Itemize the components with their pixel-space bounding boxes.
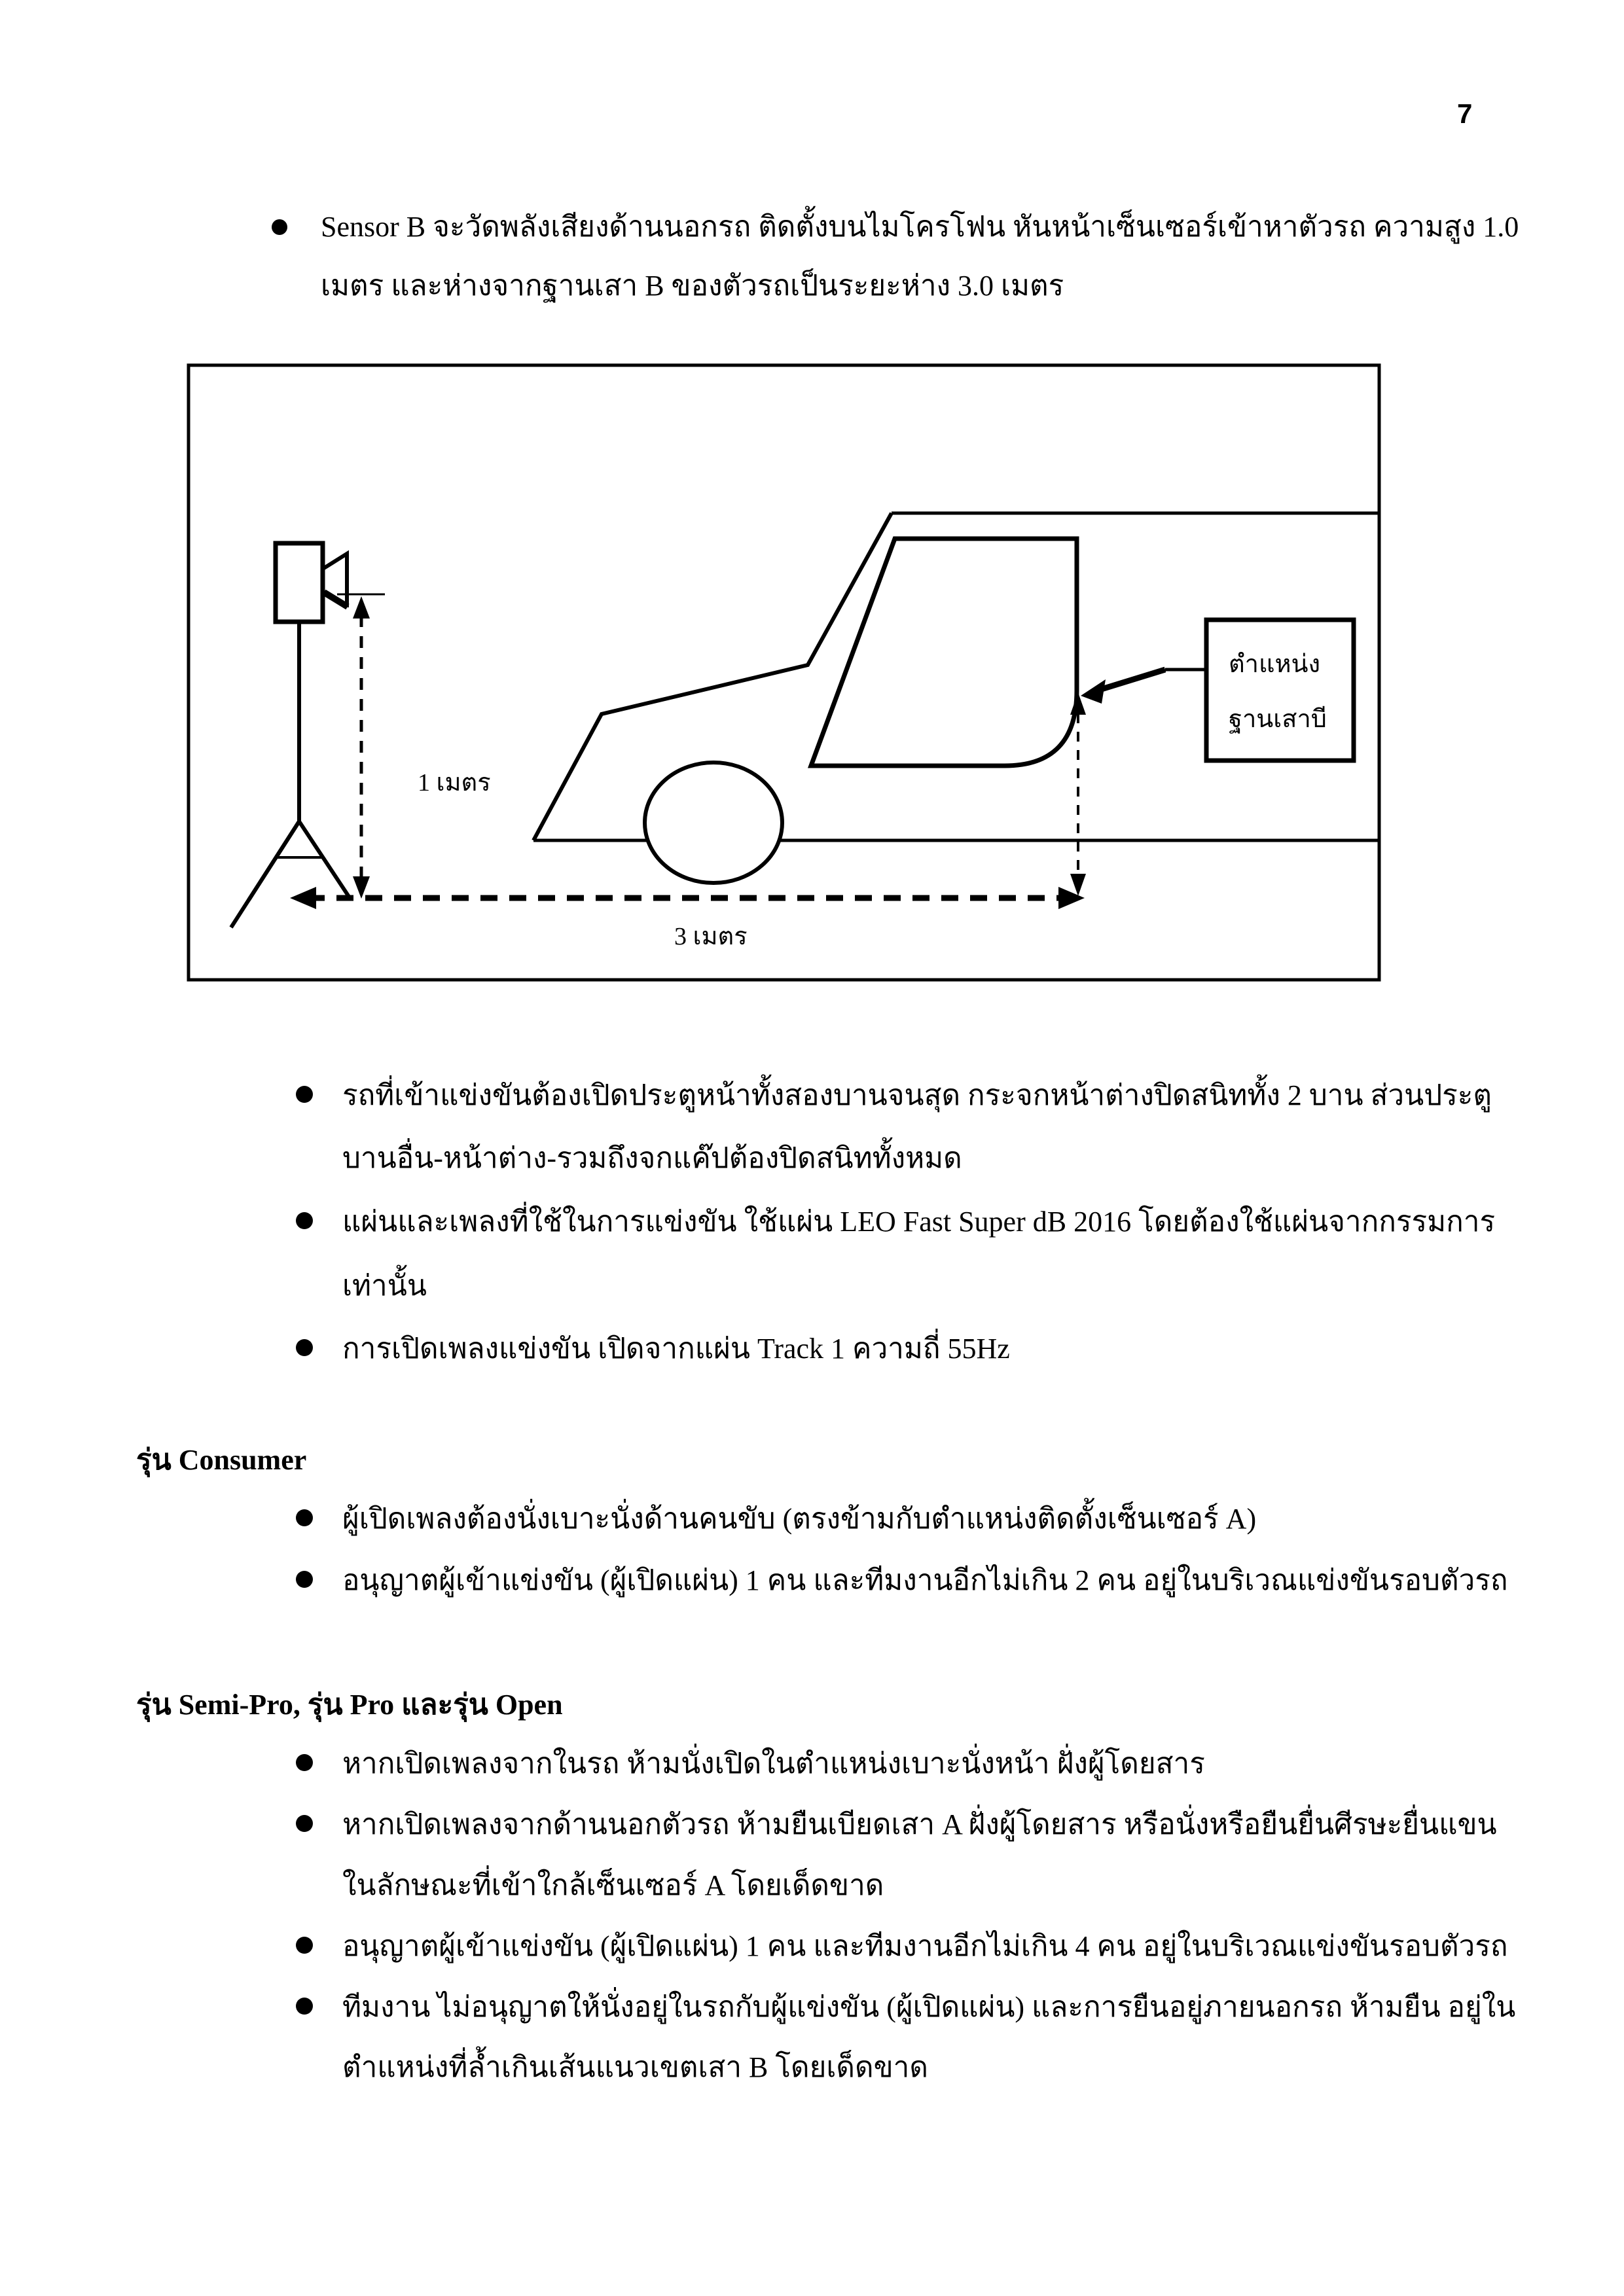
section-title-consumer: รุ่น Consumer bbox=[136, 1444, 307, 1476]
height-dimension-label: 1 เมตร bbox=[418, 769, 491, 797]
car-wheel bbox=[645, 762, 782, 883]
microphone-body bbox=[276, 543, 323, 622]
bullet-marker bbox=[296, 1937, 313, 1954]
bullet-marker bbox=[296, 1212, 313, 1229]
bullet-marker bbox=[296, 1509, 313, 1526]
bullet-marker bbox=[296, 1571, 313, 1588]
pro-rule-4-line-2: ตำแหน่งที่ล้ำเกินเส้นแนวเขตเสา B โดยเด็ดขาด bbox=[342, 2051, 928, 2083]
bullet-marker bbox=[296, 1998, 313, 2015]
bullet-marker bbox=[296, 1815, 313, 1832]
distance-dimension-label: 3 เมตร bbox=[674, 923, 748, 950]
callout-text-line-1: ตำแหน่ง bbox=[1229, 651, 1321, 678]
bullet-marker bbox=[296, 1339, 313, 1356]
bullet-marker bbox=[296, 1086, 313, 1103]
bullet-marker bbox=[296, 1754, 313, 1771]
intro-bullet-line-1: Sensor B จะวัดพลังเสียงด้านนอกรถ ติดตั้งบนไมโครโฟน หันหน้าเซ็นเซอร์เข้าหาตัวรถ ความสูง 1.0 bbox=[321, 211, 1519, 243]
consumer-rule-2: อนุญาตผู้เข้าแข่งขัน (ผู้เปิดแผ่น) 1 คน และทีมงานอีกไม่เกิน 2 คน อยู่ในบริเวณแข่งขันรอบตัวรถ bbox=[342, 1564, 1508, 1596]
intro-bullet-line-2: เมตร และห่างจากฐานเสา B ของตัวรถเป็นระยะห่าง 3.0 เมตร bbox=[321, 270, 1064, 302]
callout-box bbox=[1206, 620, 1354, 761]
section-title-pro: รุ่น Semi-Pro, รุ่น Pro และรุ่น Open bbox=[136, 1689, 563, 1721]
pro-rule-2-line-1: หากเปิดเพลงจากด้านนอกตัวรถ ห้ามยืนเบียดเสา A ฝั่งผู้โดยสาร หรือนั่งหรือยืนยื่นศีรษะยื่นแขน bbox=[342, 1808, 1497, 1840]
pro-rule-1: หากเปิดเพลงจากในรถ ห้ามนั่งเปิดในตำแหน่งเบาะนั่งหน้า ฝั่งผู้โดยสาร bbox=[342, 1748, 1205, 1780]
page-number: 7 bbox=[1457, 98, 1473, 129]
pro-rule-4-line-1: ทีมงาน ไม่อนุญาตให้นั่งอยู่ในรถกับผู้แข่งขัน (ผู้เปิดแผ่น) และการยืนอยู่ภายนอกรถ ห้ามยืน อยู่ใน bbox=[342, 1991, 1516, 2023]
rule-disc-line-2: เท่านั้น bbox=[342, 1270, 427, 1302]
pro-rule-3: อนุญาตผู้เข้าแข่งขัน (ผู้เปิดแผ่น) 1 คน และทีมงานอีกไม่เกิน 4 คน อยู่ในบริเวณแข่งขันรอบตัวรถ bbox=[342, 1930, 1508, 1962]
pro-rule-2-line-2: ในลักษณะที่เข้าใกล้เซ็นเซอร์ A โดยเด็ดขาด bbox=[342, 1869, 884, 1901]
callout-text-line-2: ฐานเสาบี bbox=[1229, 706, 1327, 733]
rule-track: การเปิดเพลงแข่งขัน เปิดจากแผ่น Track 1 ความถี่ 55Hz bbox=[342, 1333, 1010, 1365]
rule-disc-line-1: แผ่นและเพลงที่ใช้ในการแข่งขัน ใช้แผ่น LEO Fast Super dB 2016 โดยต้องใช้แผ่นจากกรรมการ bbox=[342, 1206, 1496, 1238]
consumer-rule-1: ผู้เปิดเพลงต้องนั่งเบาะนั่งด้านคนขับ (ตรงข้ามกับตำแหน่งติดตั้งเซ็นเซอร์ A) bbox=[342, 1503, 1257, 1535]
rule-doors-line-1: รถที่เข้าแข่งขันต้องเปิดประตูหน้าทั้งสองบานจนสุด กระจกหน้าต่างปิดสนิททั้ง 2 บาน ส่วนประตู bbox=[342, 1079, 1492, 1111]
bullet-marker bbox=[272, 219, 287, 235]
rule-doors-line-2: บานอื่น-หน้าต่าง-รวมถึงจกแค๊ปต้องปิดสนิททั้งหมด bbox=[342, 1142, 962, 1174]
sensor-setup-diagram bbox=[187, 363, 1381, 985]
